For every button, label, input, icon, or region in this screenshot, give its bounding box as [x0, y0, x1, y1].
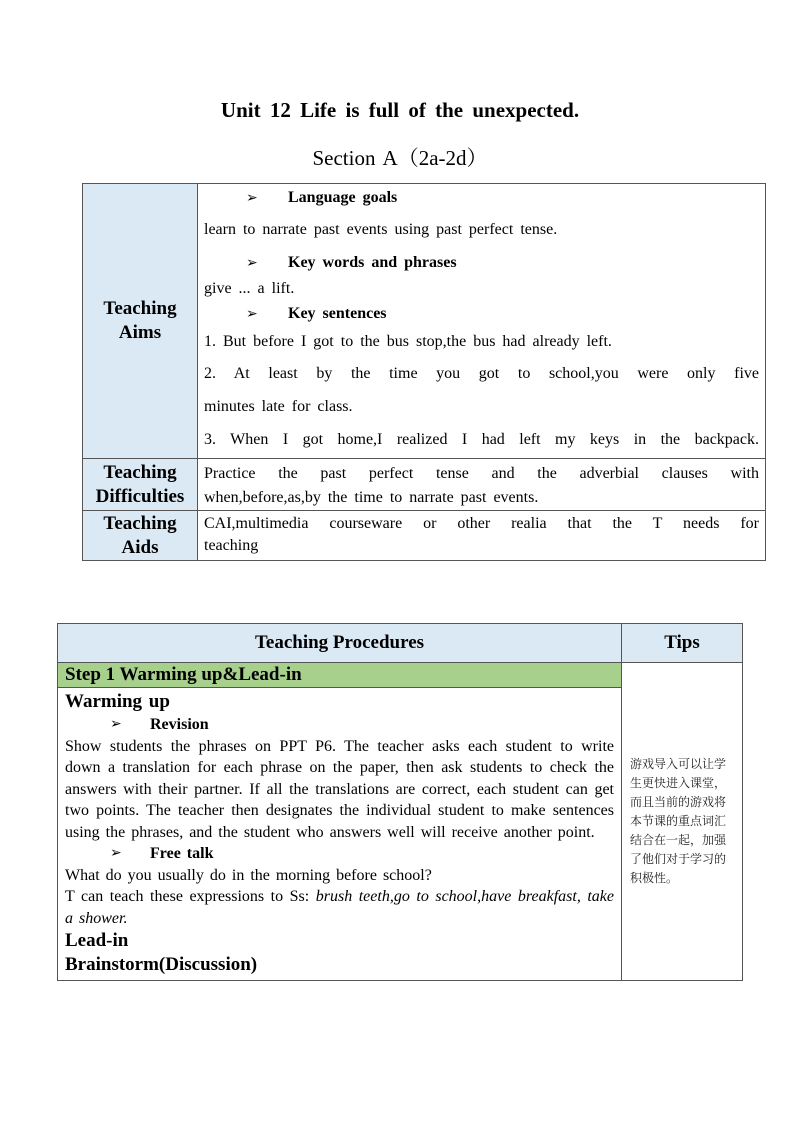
- procedures-header: Teaching Procedures: [58, 624, 622, 663]
- expressions-list: brush teeth,go to school,have breakfast, take a shower.: [65, 888, 615, 927]
- document-subtitle: Section A（2a-2d）: [312, 146, 488, 170]
- key-sentences-heading: [204, 301, 759, 327]
- key-sentence-2: 2. At least by the time you got to school,you were only five: [204, 365, 759, 382]
- teaching-aids-label: [83, 511, 198, 561]
- key-sentence-3: 3. When I got home,I realized I had left my keys in the backpack.: [204, 431, 759, 448]
- label-line: Aims: [118, 322, 162, 343]
- arrow-bullet-icon: ➢: [110, 716, 122, 732]
- document-title: Unit 12 Life is full of the unexpected.: [220, 98, 580, 122]
- revision-heading: [65, 714, 614, 736]
- heading-text: Revision: [150, 716, 209, 733]
- teaching-procedures-table: [57, 623, 743, 981]
- teaching-aids-row: [83, 511, 766, 561]
- aids-line-2: teaching: [204, 537, 259, 554]
- teaching-aims-content: [198, 184, 766, 459]
- arrow-bullet-icon: ➢: [246, 190, 258, 206]
- procedures-header-row: [58, 624, 743, 663]
- label-line: Teaching: [103, 512, 177, 534]
- teaching-difficulties-label: [83, 459, 198, 511]
- tips-cell: [622, 663, 743, 981]
- step-1-row: [58, 663, 743, 688]
- label-line: Teaching: [103, 298, 177, 319]
- teaching-difficulties-row: [83, 459, 766, 511]
- difficulties-line-1: Practice the past perfect tense and the adverbial clauses with: [204, 465, 759, 482]
- tips-text: 游戏导入可以让学生更快进入课堂，而且当前的游戏将本节课的重点词汇结合在一起，加强了他们对于学习的积极性。: [630, 757, 727, 885]
- teaching-difficulties-content: [198, 459, 766, 511]
- warming-up-heading: Warming up: [65, 691, 170, 712]
- key-words-heading: [204, 249, 759, 277]
- free-talk-question: What do you usually do in the morning before school?: [65, 866, 432, 884]
- heading-text: Language goals: [288, 189, 398, 206]
- label-line: Aids: [121, 536, 159, 558]
- aids-line-1: CAI,multimedia courseware or other realia that the T needs for: [204, 515, 759, 532]
- teaching-aims-label: [83, 184, 198, 459]
- brainstorm-heading: Brainstorm(Discussion): [65, 954, 258, 975]
- free-talk-heading: [65, 843, 614, 865]
- label-line: Teaching: [103, 461, 177, 483]
- teaching-aids-content: [198, 511, 766, 561]
- key-words-text: give ... a lift.: [204, 280, 295, 297]
- language-goals-heading: [204, 185, 759, 211]
- label-line: Difficulties: [95, 485, 185, 507]
- difficulties-line-2: when,before,as,by the time to narrate past events.: [204, 489, 539, 506]
- heading-text: Key words and phrases: [288, 254, 457, 271]
- heading-text: Free talk: [150, 845, 214, 862]
- step-1-content: [58, 688, 622, 981]
- key-sentence-2-continued: minutes late for class.: [204, 398, 353, 415]
- arrow-bullet-icon: ➢: [246, 255, 258, 271]
- revision-text: Show students the phrases on PPT P6. The teacher asks each student to write down a translation for each phrase on the paper, then ask students to check the answers with their partner. If all the translations are correct, each student can get two points. The teacher then designates the individual student to make sentences using the phrases, and the student who answers well will receive another point.: [65, 737, 614, 841]
- key-sentence-1: 1. But before I got to the bus stop,the bus had already left.: [204, 333, 612, 350]
- tips-header: Tips: [622, 624, 743, 663]
- language-goals-text: learn to narrate past events using past perfect tense.: [204, 221, 558, 238]
- expressions-text: [65, 886, 614, 929]
- teaching-aims-table: [82, 183, 766, 561]
- expressions-prefix: T can teach these expressions to Ss:: [65, 888, 316, 905]
- step-1-title: Step 1 Warming up&Lead-in: [58, 663, 622, 688]
- arrow-bullet-icon: ➢: [110, 845, 122, 861]
- arrow-bullet-icon: ➢: [246, 306, 258, 322]
- lead-in-heading: Lead-in: [65, 930, 129, 951]
- teaching-aims-row: [83, 184, 766, 459]
- heading-text: Key sentences: [288, 305, 387, 322]
